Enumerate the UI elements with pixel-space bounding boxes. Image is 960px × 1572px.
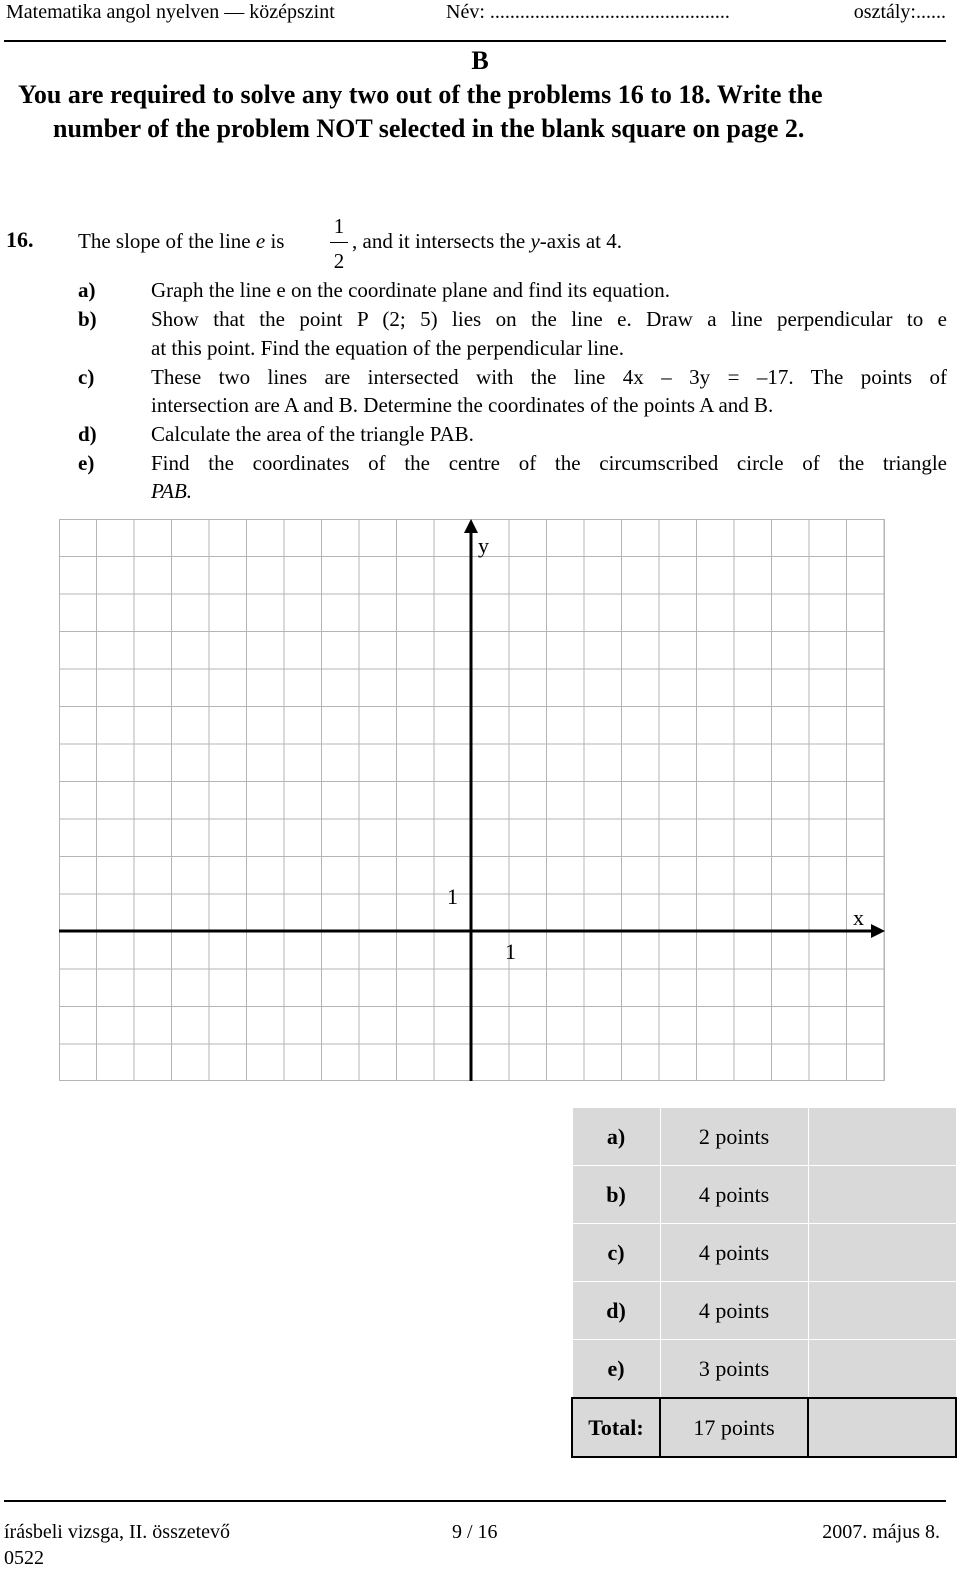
part-e-label: e) bbox=[78, 451, 95, 475]
score-part-label: d) bbox=[572, 1282, 660, 1340]
intro-var-y: y bbox=[530, 229, 540, 253]
score-row bbox=[572, 1282, 956, 1340]
part-d-line-1: Calculate the area of the triangle PAB. bbox=[151, 422, 474, 446]
part-e-line-2: PAB. bbox=[151, 479, 193, 503]
footer-exam: írásbeli vizsga, II. összetevő bbox=[4, 1521, 231, 1543]
y-axis-arrow-icon bbox=[464, 519, 478, 533]
intro-text-2: , and it intersects the bbox=[352, 229, 531, 253]
score-part-label: e) bbox=[572, 1340, 660, 1399]
instruction-line-2: number of the problem NOT selected in the blank square on page 2. bbox=[53, 114, 805, 143]
x-axis-arrow-icon bbox=[871, 924, 885, 938]
fraction-bar bbox=[330, 242, 348, 243]
x-axis-label: x bbox=[853, 905, 864, 930]
part-c-line-1: These two lines are intersected with the line 4x – 3y = –17. The points of bbox=[151, 365, 947, 389]
intro-text-1: The slope of the line bbox=[78, 229, 256, 253]
score-part-label: a) bbox=[572, 1108, 660, 1166]
header-subject: Matematika angol nyelven — középszint bbox=[6, 1, 335, 23]
y-axis-label: y bbox=[478, 533, 489, 558]
grid-svg bbox=[59, 519, 885, 1081]
part-b-line-1: Show that the point P (2; 5) lies on the line e. Draw a line perpendicular to e bbox=[151, 307, 947, 331]
score-part-label: b) bbox=[572, 1166, 660, 1224]
score-awarded-cell[interactable] bbox=[808, 1166, 956, 1224]
score-row-total bbox=[572, 1398, 956, 1457]
part-c-line-2: intersection are A and B. Determine the coordinates of the points A and B. bbox=[151, 393, 774, 417]
problem-intro-start bbox=[78, 228, 284, 254]
part-e-line-1: Find the coordinates of the centre of the circumscribed circle of the triangle bbox=[151, 451, 947, 475]
part-d-label: d) bbox=[78, 422, 97, 446]
unit-y-label: 1 bbox=[447, 884, 458, 909]
part-b-label: b) bbox=[78, 307, 97, 331]
score-awarded-cell[interactable] bbox=[808, 1108, 956, 1166]
problem-intro-end bbox=[352, 228, 622, 254]
slope-numerator: 1 bbox=[333, 214, 345, 238]
score-awarded-cell[interactable] bbox=[808, 1340, 956, 1399]
slope-denominator: 2 bbox=[333, 249, 345, 273]
score-row bbox=[572, 1108, 956, 1166]
score-points: 4 points bbox=[660, 1224, 808, 1282]
scoring-table bbox=[571, 1107, 957, 1458]
page-header bbox=[6, 0, 946, 24]
score-points: 2 points bbox=[660, 1108, 808, 1166]
score-points: 4 points bbox=[660, 1166, 808, 1224]
part-a-label: a) bbox=[78, 278, 96, 302]
score-points: 3 points bbox=[660, 1340, 808, 1399]
problem-number: 16. bbox=[6, 227, 34, 252]
section-letter: B bbox=[471, 46, 489, 75]
score-points: 4 points bbox=[660, 1282, 808, 1340]
part-b-line-2: at this point. Find the equation of the perpendicular line. bbox=[151, 336, 624, 360]
part-a-line-1: Graph the line e on the coordinate plane and find its equation. bbox=[151, 278, 671, 302]
unit-x-label: 1 bbox=[505, 939, 516, 964]
intro-text-is: is bbox=[265, 229, 285, 253]
header-class-field: osztály:...... bbox=[853, 1, 946, 23]
total-awarded-cell[interactable] bbox=[808, 1398, 956, 1457]
score-awarded-cell[interactable] bbox=[808, 1282, 956, 1340]
score-row bbox=[572, 1224, 956, 1282]
footer-code: 0522 bbox=[4, 1547, 44, 1569]
header-rule bbox=[4, 40, 946, 42]
score-part-label: c) bbox=[572, 1224, 660, 1282]
coordinate-grid[interactable] bbox=[59, 519, 885, 1081]
score-row bbox=[572, 1166, 956, 1224]
footer-page-number: 9 / 16 bbox=[452, 1521, 498, 1543]
header-name-field: Név: ................................................ bbox=[446, 1, 730, 23]
instruction-line-1: You are required to solve any two out of the problems 16 to 18. Write the bbox=[18, 80, 823, 109]
part-c-label: c) bbox=[78, 365, 95, 389]
score-awarded-cell[interactable] bbox=[808, 1224, 956, 1282]
intro-var-e: e bbox=[255, 229, 266, 253]
total-label: Total: bbox=[572, 1398, 660, 1457]
total-points: 17 points bbox=[660, 1398, 808, 1457]
footer-rule bbox=[4, 1500, 946, 1502]
score-row bbox=[572, 1340, 956, 1399]
footer-date: 2007. május 8. bbox=[822, 1521, 940, 1543]
intro-text-3: -axis at 4. bbox=[539, 229, 623, 253]
